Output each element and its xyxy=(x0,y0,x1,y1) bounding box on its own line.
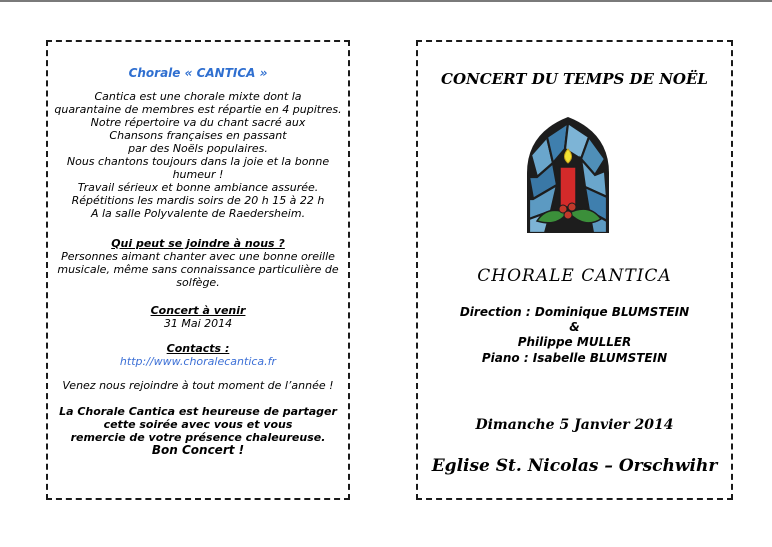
website-link[interactable]: http://www.choralecantica.fr xyxy=(119,355,277,368)
choir-title: Chorale « CANTICA » xyxy=(128,66,268,80)
intro-line: quarantaine de membres est répartie en 4 pupitres. xyxy=(54,103,342,116)
intro-line: humeur ! xyxy=(172,168,224,181)
join-line: musicale, même sans connaissance particulière de xyxy=(57,263,339,276)
intro-line: Nous chantons toujours dans la joie et la bonne xyxy=(66,155,330,168)
intro-line: Cantica est une chorale mixte dont la xyxy=(94,90,302,103)
top-divider xyxy=(0,0,772,2)
choir-name: CHORALE CANTICA xyxy=(477,266,672,286)
join-line: Personnes aimant chanter avec une bonne oreille xyxy=(61,250,335,263)
intro-line: Notre répertoire va du chant sacré aux xyxy=(90,116,306,129)
intro-line: Travail sérieux et bonne ambiance assurée. xyxy=(77,181,319,194)
join-line: solfège. xyxy=(176,276,220,289)
left-panel xyxy=(46,40,350,500)
contacts-heading: Contacts : xyxy=(166,342,230,355)
intro-line: A la salle Polyvalente de Raedersheim. xyxy=(90,207,306,220)
intro-line: Chansons françaises en passant xyxy=(109,129,287,142)
concert-date: 31 Mai 2014 xyxy=(163,317,233,330)
invite-text: Venez nous rejoindre à tout moment de l’année ! xyxy=(62,379,334,392)
closing-line: La Chorale Cantica est heureuse de partager xyxy=(59,405,337,418)
stained-glass-candle-icon xyxy=(523,115,613,235)
concert-date: Dimanche 5 Janvier 2014 xyxy=(475,417,674,433)
join-heading: Qui peut se joindre à nous ? xyxy=(111,237,285,250)
closing-line: Bon Concert ! xyxy=(151,443,245,457)
closing-line: cette soirée avec vous et vous xyxy=(103,418,293,431)
direction-line: Philippe MULLER xyxy=(517,335,632,349)
direction-ampersand: & xyxy=(569,320,580,334)
piano-line: Piano : Isabelle BLUMSTEIN xyxy=(481,351,668,365)
closing-line: remercie de votre présence chaleureuse. xyxy=(70,431,326,444)
venue: Eglise St. Nicolas – Orschwihr xyxy=(431,456,718,476)
intro-line: Répétitions les mardis soirs de 20 h 15 à 22 h xyxy=(71,194,325,207)
right-panel xyxy=(416,40,733,500)
concert-heading: Concert à venir xyxy=(150,304,246,317)
concert-title: CONCERT DU TEMPS DE NOËL xyxy=(441,70,708,88)
intro-line: par des Noëls populaires. xyxy=(128,142,268,155)
direction-line: Direction : Dominique BLUMSTEIN xyxy=(459,305,690,319)
